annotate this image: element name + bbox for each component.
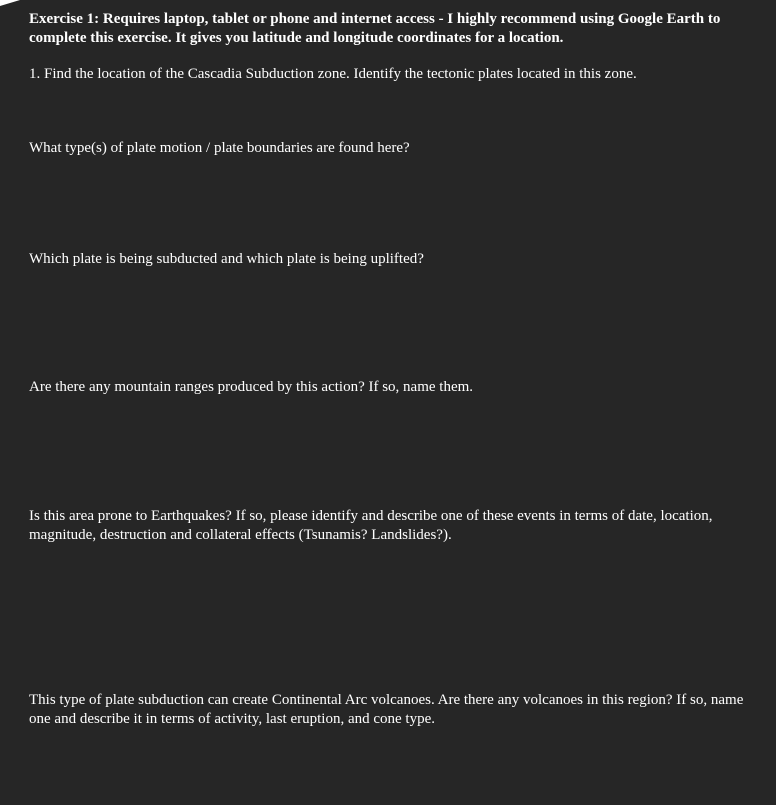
question-5: Is this area prone to Earthquakes? If so, please identify and describe one of these events in terms of date, location, magnitude, destruction and collateral effects (Tsunamis? Landslides?).	[29, 508, 713, 543]
question-3: Which plate is being subducted and which plate is being uplifted?	[29, 251, 424, 267]
exercise-heading: Exercise 1: Requires laptop, tablet or phone and internet access - I highly recommend using Google Earth to complete this exercise. It gives you latitude and longitude coordinates for a location.	[29, 11, 721, 46]
question-2: What type(s) of plate motion / plate boundaries are found here?	[29, 140, 410, 156]
question-1: 1. Find the location of the Cascadia Subduction zone. Identify the tectonic plates located in this zone.	[29, 66, 637, 82]
question-6: This type of plate subduction can create Continental Arc volcanoes. Are there any volcanoes in this region? If so, name one and describe it in terms of activity, last eruption, and cone type.	[29, 692, 744, 727]
corner-marker	[0, 0, 20, 6]
question-4: Are there any mountain ranges produced by this action? If so, name them.	[29, 379, 474, 395]
